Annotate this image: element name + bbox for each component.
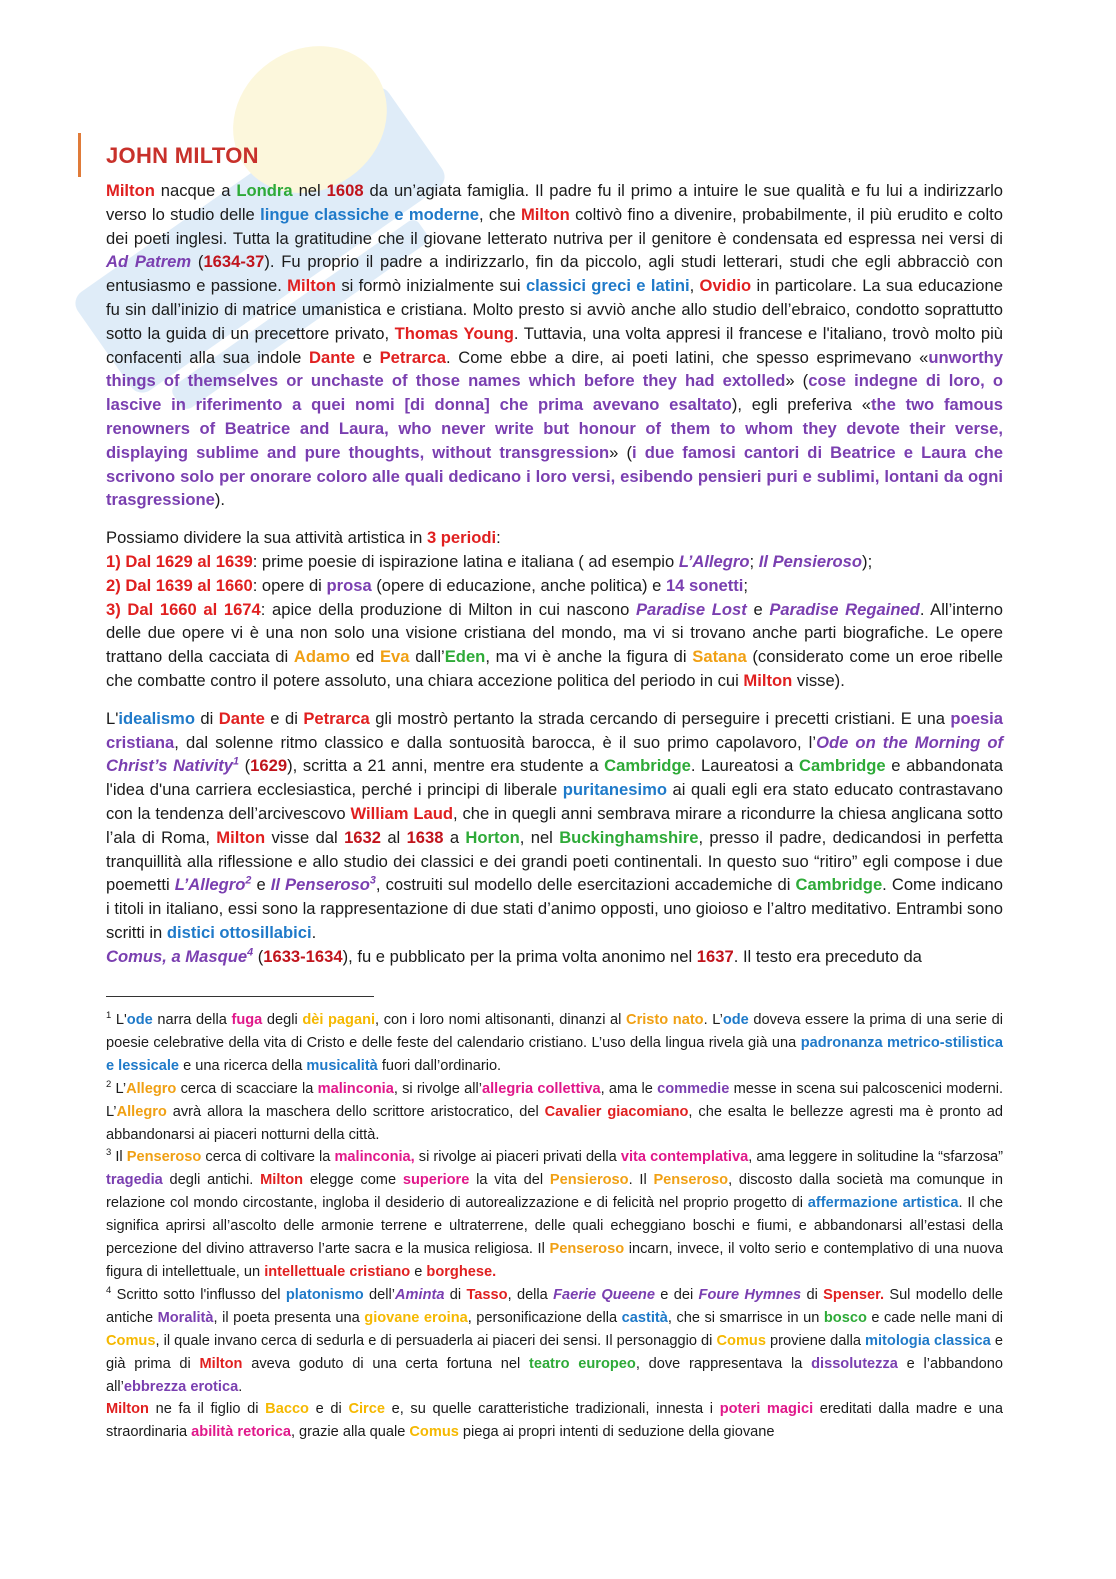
page-title: JOHN MILTON [106,143,259,168]
highlighted-term: Tasso [466,1286,508,1303]
text-run: ( [191,252,204,272]
highlighted-term: 3) Dal 1660 al 1674 [106,599,261,619]
highlighted-term: Aminta [395,1286,445,1303]
text-run: ai quali egli era stato educato contrastavano con la tendenza dell’arcivescovo [106,780,1003,823]
text-run: . L’ [703,1012,723,1028]
highlighted-term: Comus [106,1332,156,1349]
text-run: coltivò fino a divenire, probabilmente, il più erudito e colto dei poeti inglesi. Tutta la gratitudine che il giovane letterato nutriva per il genitore è condensata ed espressa nei versi di [106,204,1003,248]
text-run: ; [743,575,749,595]
highlighted-term: ebbrezza erotica [123,1378,239,1395]
highlighted-term: unworthy things of themselves or unchaste of those names which before they had extolled [106,347,1003,391]
text-run: avrà allora la maschera dello scrittore aristocratico, del [166,1103,545,1120]
highlighted-term: giovane eroina [364,1309,468,1326]
highlighted-term: dèi pagani [302,1012,376,1028]
text-run: ed [350,647,380,667]
text-run: Scritto sotto l'influsso del [111,1286,286,1303]
text-run: elegge come [303,1172,403,1189]
highlighted-term: Eva [379,647,410,667]
highlighted-term: 1608 [326,181,364,200]
text-run: : prime poesie di ispirazione latina e italiana ( ad esempio [252,551,679,571]
highlighted-term: affermazione artistica [807,1195,959,1212]
text-run: cerca di coltivare la [201,1149,335,1166]
highlighted-term: dissolutezza [811,1355,898,1372]
highlighted-term: Dante [218,708,265,728]
highlighted-term: Horton [465,827,520,847]
highlighted-term: the two famous renowners of Beatrice and Laura, who never write but honour of them to whom they devote their verse, displaying sublime and pure thoughts, without transgression [106,395,1003,462]
highlighted-term: Petrarca [379,347,447,367]
text-run: si formò inizialmente sui [336,276,526,296]
text-run: . Come indicano i titoli in italiano, essi sono la rappresentazione di due stati d’animo opposti, uno gioioso e l’altro meditativo. Entrambi sono scritti in [106,875,1003,942]
text-run: piega ai propri intenti di seduzione della giovane [458,1424,775,1441]
text-run: e cade nelle mani di [866,1309,1004,1326]
highlighted-term: mitologia classica [865,1332,991,1349]
highlighted-term: platonismo [285,1286,364,1303]
text-run: ne fa il figlio di [148,1401,266,1418]
highlighted-term: padronanza metrico-stilistica e lessicale [106,1034,1003,1074]
highlighted-term: Milton [216,827,266,847]
text-run: . Il che significa aprirsi all’ascolto delle armonie terrene e ultraterrene, delle quali echeggiano boschi e fiumi, e abbandonarsi all’estasi della percezione del divino attraverso l’arte sacra e la musica religiosa. Il [106,1195,1003,1258]
highlighted-term: Eden [444,647,486,667]
text-run: , con i loro nomi altisonanti, dinanzi al [375,1012,627,1028]
highlighted-term: Paradise Lost [635,599,747,619]
text-run: da un’agiata famiglia. Il padre fu il primo a intuire le sue qualità e fu lui a indirizzarlo verso lo studio delle [106,181,1003,224]
highlighted-term: Il Penseroso [270,875,370,895]
highlighted-term: Cambridge [798,756,886,776]
text-run: , [689,276,700,296]
text-run: , della [507,1286,554,1303]
highlighted-term: i due famosi cantori di Beatrice e Laura che scrivono solo per onorare coloro alle quali dedicano i loro versi, esibendo pensieri puri e sublimi, lontani da ogni trasgressione [106,442,1003,510]
text-run: messe in scena sui palcoscenici moderni. L’ [106,1080,1004,1120]
footnote-divider [106,996,374,997]
text-run: , grazie alla quale [290,1424,410,1441]
text-run: doveva essere la prima di una serie di poesie celebrative della vita di Cristo e delle feste del calendario cristiano. L’uso della lingua rivela già una [106,1012,1003,1051]
highlighted-term: 1634-37 [203,252,265,272]
highlighted-term: Petrarca [303,708,370,728]
highlighted-term: . [492,1263,497,1280]
period-item-2 [106,574,1003,598]
highlighted-term: 14 sonetti [665,575,744,595]
footnote-ref: 3 [369,874,376,887]
highlighted-term: Pensieroso [549,1172,629,1189]
highlighted-term: commedie [657,1080,730,1097]
footnote-ref: 2 [106,1078,112,1090]
footnote-4 [106,1284,1003,1399]
text-run: : [496,528,501,548]
highlighted-term: 3 periodi [426,528,497,548]
heading-accent-bar [78,133,81,177]
highlighted-term: Cambridge [795,875,883,895]
text-run: dall’ [409,647,445,667]
period-item-1 [106,550,1003,574]
highlighted-term: Circe [348,1401,385,1418]
highlighted-term: musicalità [306,1057,378,1074]
text-run: . [238,1378,243,1395]
highlighted-term: Spenser. [823,1286,885,1303]
text-run: la vita del [469,1172,550,1189]
text-run: e l’abbandono all’ [106,1355,1003,1395]
text-run: , che in quegli anni sembrava mirare a ricondurre la chiesa anglicana sotto l’ala di Roma, [106,803,1003,847]
text-run: ), scritta a 21 anni, mentre era studente a [287,756,605,776]
highlighted-term: 1638 [406,827,444,847]
text-run: : apice della produzione di Milton in cui nascono [260,599,636,619]
highlighted-term: cose indegne di loro, o lascive in riferimento a quei nomi [di donna] che prima avevano esaltato [106,371,1003,415]
text-run: ), egli preferiva « [731,395,871,415]
highlighted-term: 1637 [696,946,734,966]
text-run: e [251,875,271,895]
highlighted-term: Il Pensieroso [758,551,863,571]
highlighted-term: Bacco [265,1401,309,1418]
text-run: fuori dall’ordinario. [377,1057,502,1074]
highlighted-term: Thomas Young [394,323,514,343]
highlighted-term: Cambridge [604,756,691,776]
paragraph-comus [106,945,1003,969]
text-run: gli mostrò pertanto la strada cercando di perseguire i precetti cristiani. E una [369,708,951,728]
highlighted-term: Londra [236,181,293,200]
text-run: narra della [152,1012,232,1028]
highlighted-term: lingue classiche e moderne [260,204,479,224]
highlighted-term: vita contemplativa [620,1149,749,1166]
highlighted-term: abilità retorica [191,1424,291,1441]
text-run: . Tuttavia, una volta appresi il francese e l'italiano, trovò molto più confacenti alla sua indole [106,323,1004,367]
text-run: e [746,599,770,619]
text-run: ; [749,551,759,571]
highlighted-term: Milton [106,1401,149,1418]
highlighted-term: allegria collettiva [482,1080,601,1097]
paragraph-works [106,707,1003,945]
text-run: ), fu e pubblicato per la prima volta anonimo nel [342,946,697,966]
text-run: dell’ [363,1286,395,1303]
highlighted-term: Cavalier giacomiano [544,1103,689,1120]
highlighted-term: William Laud [350,803,453,823]
text-run: , nel [519,827,560,847]
highlighted-term: Comus [716,1332,766,1349]
text-run: di [444,1286,467,1303]
highlighted-term: teatro europeo [528,1355,636,1372]
highlighted-term: Ad Patrem [106,252,192,272]
highlighted-term: Comus, a Masque [106,946,248,966]
text-run: di [194,708,219,728]
text-run: cerca di scacciare la [176,1080,318,1097]
text-run: si rivolge ai piaceri privati della [414,1149,621,1166]
text-run: , ama leggere in solitudine la “sfarzosa” [748,1149,1004,1166]
highlighted-term: puritanesimo [562,780,667,800]
text-run: e di [308,1401,349,1418]
highlighted-term: Cristo nato [626,1012,704,1028]
highlighted-term: Penseroso [653,1172,729,1189]
highlighted-term: Allegro [126,1080,177,1097]
text-run: L' [106,708,119,728]
text-run: e dei [654,1286,699,1303]
highlighted-term: malinconia, [334,1149,415,1166]
highlighted-term: Penseroso [549,1241,625,1258]
text-run: ( [253,946,264,966]
footnotes [106,1009,1003,1444]
text-run: e una ricerca della [179,1057,307,1074]
highlighted-term: 1629 [250,756,288,776]
highlighted-term: Allegro [116,1103,167,1120]
text-run: (considerato come un eroe ribelle che combatte contro il potere assoluto, una chiara accezione politica del periodo in cui [106,647,1003,690]
text-run: in particolare. La sua educazione fu sin dall’inizio di matrice umanistica e cristiana. Molto presto si avviò anche allo studio dell’ebraico, condotto soprattutto sotto la guida di un precettore privato, [106,276,1003,343]
text-run: . All’interno delle due opere vi è una non solo una visione cristiana del mondo, ma vi si trovano anche parti biografiche. Le opere trattano della cacciata di [106,599,1004,667]
highlighted-term: Milton [287,276,336,296]
text-run: , il quale invano cerca di sedurla e di persuaderla ai piaceri dei sensi. Il personaggio di [155,1332,717,1349]
text-run: Possiamo dividere la sua attività artistica in [106,528,427,548]
text-run: . Il [628,1172,654,1189]
period-item-3 [106,598,1003,693]
text-run: ). Fu proprio il padre a indirizzarlo, fin da piccolo, agli studi letterari, studi che egli abbracciò con entusiasmo e passione. [106,252,1003,296]
text-run: , dove rappresentava la [635,1355,812,1372]
highlighted-term: fuga [231,1012,263,1028]
text-run: e abbandonata l'idea d'una carriera ecclesiastica, perché i principi di liberale [106,756,1003,800]
text-run: , personificazione della [467,1309,622,1326]
text-run: . Laureatosi a [690,756,799,776]
highlighted-term: superiore [402,1172,470,1189]
highlighted-term: L’Allegro [174,875,246,895]
highlighted-term: Foure Hymnes [698,1286,802,1303]
text-run: al [381,827,407,847]
periods-list [106,526,1003,693]
text-run: di [801,1286,824,1303]
text-run: incarn, invece, il volto serio e contemplativo di una nuova figura di intellettuale, un [106,1241,1003,1280]
text-run: e, su quelle caratteristiche tradizionali, innesta i [384,1401,720,1418]
paragraph-biography [106,179,1003,512]
text-run: e [355,347,380,367]
highlighted-term: poesia cristiana [106,708,1003,752]
highlighted-term: Milton [260,1172,304,1189]
text-run: degli [262,1012,303,1028]
periods-intro [106,526,1003,550]
text-run: aveva goduto di una certa fortuna nel [242,1355,529,1372]
text-run: e già prima di [106,1332,1003,1372]
highlighted-term: Penseroso [126,1149,202,1166]
text-run: visse). [792,670,845,690]
text-run: , costruiti sul modello delle esercitazioni accademiche di [375,875,796,895]
highlighted-term: poteri magici [719,1401,814,1418]
text-run: , presso il padre, dedicandosi in perfetta tranquillità alla riflessione e allo studio dei classici e dei grandi poeti continentali. In questo suo “ritiro” egli compose i due poemetti [106,827,1004,895]
highlighted-term: Paradise Regained [769,599,920,619]
footnote-1 [106,1009,1003,1078]
text-run: . [311,922,317,942]
highlighted-term: 1632 [344,827,381,847]
text-run: proviene dalla [765,1332,866,1349]
main-text [106,179,1003,969]
highlighted-term: Buckinghamshire [559,827,699,847]
highlighted-term: Milton [199,1355,243,1372]
highlighted-term: Milton [743,670,793,690]
highlighted-term: distici ottosillabici [166,922,312,942]
text-run: , che [478,204,521,224]
text-run: nacque a [154,181,237,200]
text-run: L' [111,1012,127,1028]
footnote-ref: 1 [233,755,240,768]
text-run: : opere di [252,575,327,595]
text-run: , si rivolge all’ [393,1080,482,1097]
highlighted-term: Ode on the Morning of Christ’s Nativity [106,732,1004,776]
text-run: , ma vi è anche la figura di [485,647,693,667]
highlighted-term: Dante [309,347,356,367]
text-run: . Il testo era preceduto da [733,946,922,966]
text-run: , discosto dalla società ma comunque in relazione col mondo circostante, ingloba il desiderio di autorealizzazione e di felicità nel proprio progetto di [106,1172,1004,1212]
text-run: L’ [111,1080,127,1097]
text-run: e di [264,708,304,728]
footnote-ref: 2 [245,874,252,887]
highlighted-term: Moralità [157,1309,214,1326]
highlighted-term: Comus [409,1424,459,1441]
highlighted-term: Faerie Queene [553,1286,655,1303]
footnote-ref: 4 [106,1285,112,1297]
text-run: visse dal [265,827,345,847]
highlighted-term: bosco [823,1309,867,1326]
text-run: , che si smarrisce in un [667,1309,824,1326]
highlighted-term: Adamo [293,647,351,667]
highlighted-term: 1633-1634 [263,946,343,966]
footnote-3 [106,1146,1003,1283]
text-run: ); [862,551,873,571]
text-run: » ( [609,442,632,462]
text-run: , che esalta le bellezze agresti ma è pronto ad abbandonarsi ai piaceri notturni della città. [106,1103,1003,1143]
highlighted-term: Milton [106,181,155,200]
footnote-ref: 4 [247,946,254,959]
text-run: ereditati dalla madre e una straordinaria [106,1401,1004,1441]
highlighted-term: ode [126,1012,153,1028]
highlighted-term: borghese [426,1263,493,1280]
highlighted-term: Ovidio [699,276,752,296]
highlighted-term: castità [621,1309,668,1326]
highlighted-term: ode [722,1012,749,1028]
text-run: a [443,827,466,847]
highlighted-term: idealismo [118,708,195,728]
text-run: . Come ebbe a dire, ai poeti latini, che spesso esprimevano « [446,347,929,367]
text-run: e [410,1263,427,1280]
text-run: (opere di educazione, anche politica) e [371,575,666,595]
text-run: degli antichi. [162,1172,261,1189]
text-run: nel [292,181,327,200]
footnote-4-continued [106,1398,1003,1444]
highlighted-term: intellettuale cristiano [264,1263,411,1280]
highlighted-term: prosa [326,575,372,595]
highlighted-term: tragedia [106,1172,163,1189]
text-run: ). [214,490,225,510]
highlighted-term: classici greci e latini [525,276,690,296]
footnote-2 [106,1078,1003,1147]
footnote-ref: 3 [106,1147,112,1159]
footnote-ref: 1 [106,1010,112,1022]
highlighted-term: L’Allegro [678,551,750,571]
highlighted-term: 2) Dal 1639 al 1660 [106,575,253,595]
text-run: , ama le [600,1080,658,1097]
highlighted-term: 1) Dal 1629 al 1639 [106,551,253,571]
text-run: , dal solenne ritmo classico e dalla sontuosità barocca, è il suo primo capolavoro, l’ [174,732,817,752]
highlighted-term: malinconia [317,1080,394,1097]
text-run: » ( [785,371,809,391]
text-run: , il poeta presenta una [213,1309,365,1326]
text-run: Il [111,1149,127,1166]
highlighted-term: Satana [692,647,747,667]
highlighted-term: Milton [520,204,570,224]
text-run: Sul modello delle antiche [106,1286,1004,1326]
text-run: ( [239,756,251,776]
